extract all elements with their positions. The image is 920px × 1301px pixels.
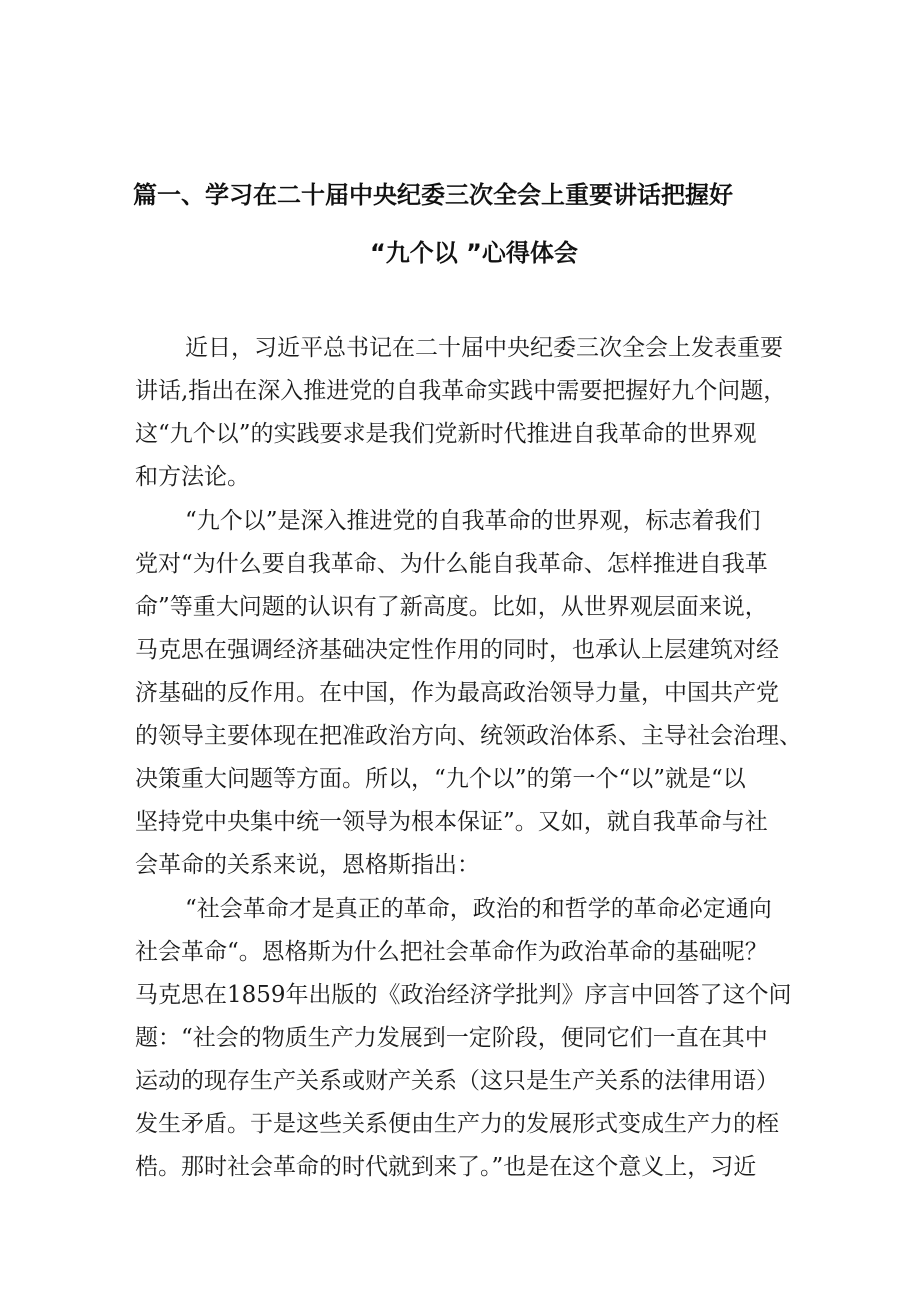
- paragraph-2-line-4: 马克思在强调经济基础决定性作用的同时，也承认上层建筑对经: [135, 637, 779, 663]
- paragraph-2-line-6: 的领导主要体现在把准政治方向、统领政治体系、主导社会治理、: [135, 723, 802, 749]
- paragraph-3-line-4: 题：“社会的物质生产力发展到一定阶段，便同它们一直在其中: [135, 1025, 768, 1051]
- paragraph-1-line-1: 近日，习近平总书记在二十届中央纪委三次全会上发表重要: [185, 335, 783, 361]
- paragraph-3-line-3: 马克思在1859年出版的《政治经济学批判》序言中回答了这个问: [135, 982, 792, 1008]
- document-title-line-1: 篇一、学习在二十届中央纪委三次全会上重要讲话把握好: [133, 181, 733, 209]
- paragraph-2-line-8: 坚持党中央集中统一领导为根本保证”。又如，就自我革命与社: [135, 809, 768, 835]
- paragraph-3-line-5: 运动的现存生产关系或财产关系（这只是生产关系的法律用语）: [135, 1068, 779, 1094]
- paragraph-1-line-2: 讲话,指出在深入推进党的自我革命实践中需要把握好九个问题，: [135, 378, 787, 404]
- paragraph-3-line-7: 梏。那时社会革命的时代就到来了。”也是在这个意义上，习近: [135, 1154, 757, 1180]
- paragraph-2-line-2: 党对“为什么要自我革命、为什么能自我革命、怎样推进自我革: [135, 551, 768, 577]
- paragraph-2-line-5: 济基础的反作用。在中国，作为最高政治领导力量，中国共产党: [135, 680, 779, 706]
- paragraph-3-line-1: “社会革命才是真正的革命，政治的和哲学的革命必定通向: [185, 896, 772, 922]
- paragraph-3-line-2: 社会革命“。恩格斯为什么把社会革命作为政治革命的基础呢？: [135, 939, 768, 965]
- paragraph-1-line-3: 这“九个以”的实践要求是我们党新时代推进自我革命的世界观: [135, 421, 757, 447]
- paragraph-1-line-4: 和方法论。: [135, 464, 250, 490]
- document-title-line-2: “九个以 ”心得体会: [370, 239, 578, 267]
- paragraph-2-line-9: 会革命的关系来说，恩格斯指出：: [135, 852, 480, 878]
- paragraph-3-line-6: 发生矛盾。于是这些关系便由生产力的发展形式变成生产力的桎: [135, 1111, 779, 1137]
- paragraph-2-line-1: “九个以”是深入推进党的自我革命的世界观，标志着我们: [185, 508, 761, 534]
- paragraph-2-line-3: 命”等重大问题的认识有了新高度。比如，从世界观层面来说，: [135, 594, 768, 620]
- paragraph-2-line-7: 决策重大问题等方面。所以，“九个以”的第一个“以”就是“以: [135, 766, 746, 792]
